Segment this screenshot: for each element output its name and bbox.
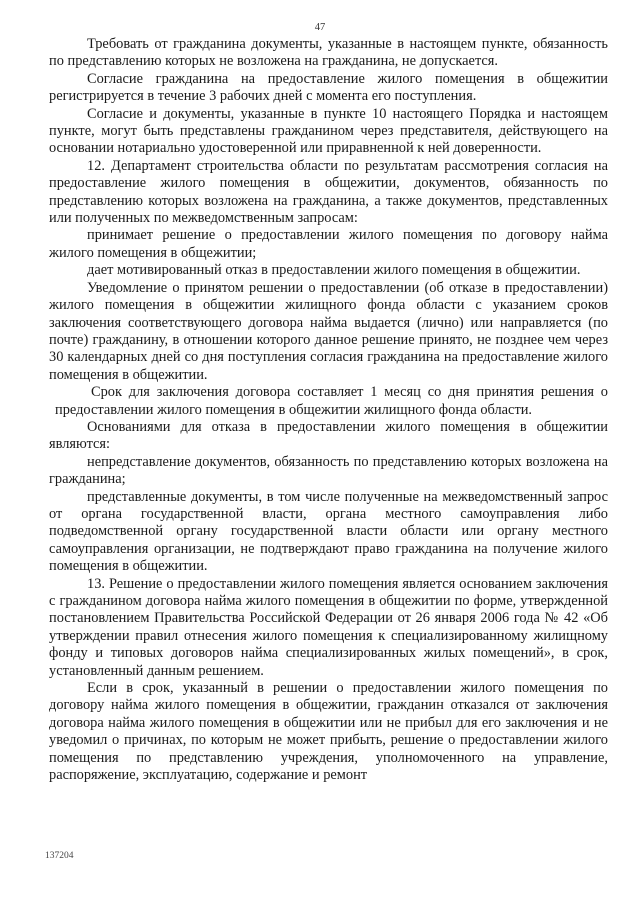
paragraph-clause-12: 12. Департамент строительства области по результатам рассмотрения согласия на предоставление жилого помещения в общежитии, документов, обязанность по представлению которых возложена на гражданина, а также документов, представленных или полученных по межведомственным запросам: — [49, 157, 608, 227]
paragraph-decision-grant: принимает решение о предоставлении жилого помещения по договору найма жилого помещения в общежитии; — [49, 227, 608, 261]
paragraph-refusal-grounds: Основаниями для отказа в предоставлении жилого помещения в общежитии являются: — [49, 418, 608, 453]
document-body — [49, 36, 608, 784]
page-number: 47 — [314, 22, 326, 33]
paragraph-consent-registration: Согласие гражданина на предоставление жилого помещения в общежитии регистрируется в течение 3 рабочих дней с момента его поступления. — [49, 70, 608, 105]
document-code: 137204 — [45, 851, 74, 861]
paragraph-decision-refusal: дает мотивированный отказ в предоставлении жилого помещения в общежитии. — [87, 262, 581, 279]
paragraph-representative: Согласие и документы, указанные в пункте 10 настоящего Порядка и настоящем пункте, могут быть представлены гражданином через представителя, действующего на основании нотариально удостоверенной или приравненной к ней доверенности. — [49, 105, 608, 157]
paragraph-clause-13: 13. Решение о предоставлении жилого помещения является основанием заключения с гражданином договора найма жилого помещения в общежитии по форме, утвержденной постановлением Правительства Российской Федерации от 26 января 2006 года № 42 «Об утверждении правил отнесения жилого помещения к специализированному жилищному фонду и типовых договоров найма специализированных жилых помещений», в срок, установленный данным решением. — [49, 575, 608, 679]
paragraph-notification: Уведомление о принятом решении о предоставлении (об отказе в предоставлении) жилого помещения в общежитии жилищного фонда области с указанием сроков заключения соответствующего договора найма выдается (лично) или направляется (по почте) гражданину, в отношении которого данное решение принято, не позднее чем через 30 календарных дней со дня поступления согласия гражданина на предоставление жилого помещения в общежитии. — [49, 279, 608, 383]
paragraph-ground-missing-documents: непредставление документов, обязанность по представлению которых возложена на гражданина; — [49, 453, 608, 488]
paragraph-documents-not-required: Требовать от гражданина документы, указанные в настоящем пункте, обязанность по представлению которых не возложена на гражданина, не допускается. — [49, 36, 608, 70]
paragraph-contract-term: Срок для заключения договора составляет 1 месяц со дня принятия решения о предоставлении жилого помещения в общежитии жилищного фонда области. — [55, 384, 608, 418]
paragraph-ground-not-confirmed: представленные документы, в том числе полученные на межведомственный запрос от органа государственной власти, органа местного самоуправления либо подведомственной органу государственной власти области или органу местного самоуправления организации, не подтверждают право гражданина на получение жилого помещения в общежитии. — [49, 488, 608, 575]
paragraph-failure-to-conclude: Если в срок, указанный в решении о предоставлении жилого помещения по договору найма жилого помещения в общежитии, гражданин отказался от заключения договора найма жилого помещения в общежитии или не прибыл для его заключения и не уведомил о причинах, по которым не может прибыть, решение о предоставлении жилого помещения по представлению учреждения, уполномоченного на управление, распоряжение, эксплуатацию, содержание и ремонт — [49, 680, 608, 784]
